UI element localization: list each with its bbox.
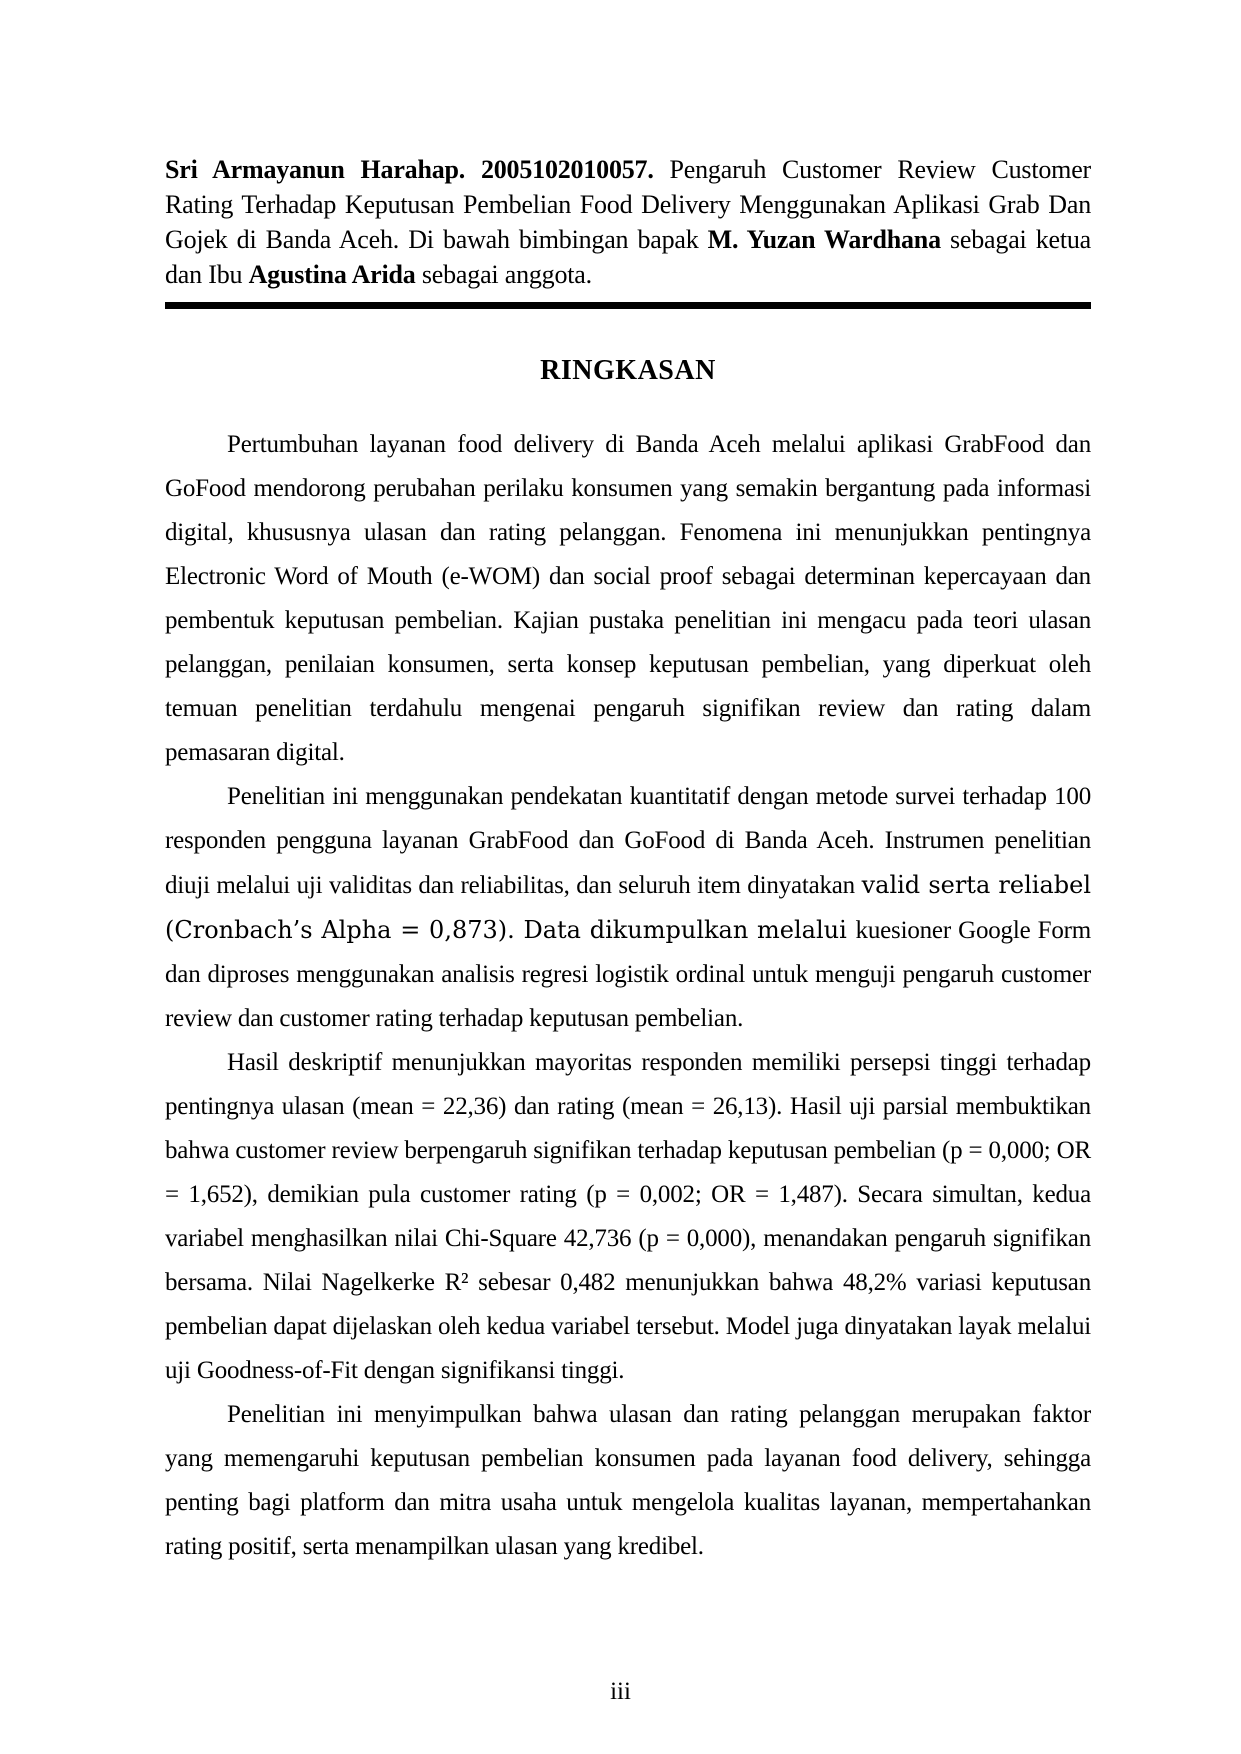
thesis-header-paragraph: Sri Armayanun Harahap. 2005102010057. Pengaruh Customer Review Customer Rating Terhadap Keputusan Pembelian Food Delivery Menggunakan Aplikasi Grab Dan Gojek di Banda Aceh. Di bawah bimbingan bapak M. Yuzan Wardhana sebagai ketua dan Ibu Agustina Arida sebagai anggota. [165,155,1091,289]
page-content [165,152,1091,1569]
divider-rule [165,302,1091,309]
summary-paragraph-1: Pertumbuhan layanan food delivery di Banda Aceh melalui aplikasi GrabFood dan GoFood mendorong perubahan perilaku konsumen yang semakin bergantung pada informasi digital, khususnya ulasan dan rating pelanggan. Fenomena ini menunjukkan pentingnya Electronic Word of Mouth (e-WOM) dan social proof sebagai determinan kepercayaan dan pembentuk keputusan pembelian. Kajian pustaka penelitian ini mengacu pada teori ulasan pelanggan, penilaian konsumen, serta konsep keputusan pembelian, yang diperkuat oleh temuan penelitian terdahulu mengenai pengaruh signifikan review dan rating dalam pemasaran digital. [165,431,1091,766]
summary-paragraph-2: Penelitian ini menggunakan pendekatan kuantitatif dengan metode survei terhadap 100 responden pengguna layanan GrabFood dan GoFood di Banda Aceh. Instrumen penelitian diuji melalui uji validitas dan reliabilitas, dan seluruh item dinyatakan valid serta reliabel (Cronbach’s Alpha = 0,873). Data dikumpulkan melalui kuesioner Google Form dan diproses menggunakan analisis regresi logistik ordinal untuk menguji pengaruh customer review dan customer rating terhadap keputusan pembelian. [165,783,1092,1032]
page-title: RINGKASAN [540,355,716,386]
summary-paragraph-3: Hasil deskriptif menunjukkan mayoritas responden memiliki persepsi tinggi terhadap pentingnya ulasan (mean = 22,36) dan rating (mean = 26,13). Hasil uji parsial membuktikan bahwa customer review berpengaruh signifikan terhadap keputusan pembelian (p = 0,000; OR = 1,652), demikian pula customer rating (p = 0,002; OR = 1,487). Secara simultan, kedua variabel menghasilkan nilai Chi-Square 42,736 (p = 0,000), menandakan pengaruh signifikan bersama. Nilai Nagelkerke R² sebesar 0,482 menunjukkan bahwa 48,2% variasi keputusan pembelian dapat dijelaskan oleh kedua variabel tersebut. Model juga dinyatakan layak melalui uji Goodness-of-Fit dengan signifikansi tinggi. [165,1049,1091,1384]
page-number: iii [610,1678,631,1705]
summary-body [165,423,1091,1569]
summary-paragraph-4: Penelitian ini menyimpulkan bahwa ulasan dan rating pelanggan merupakan faktor yang memengaruhi keputusan pembelian konsumen pada layanan food delivery, sehingga penting bagi platform dan mitra usaha untuk mengelola kualitas layanan, mempertahankan rating positif, serta menampilkan ulasan yang kredibel. [165,1401,1091,1560]
